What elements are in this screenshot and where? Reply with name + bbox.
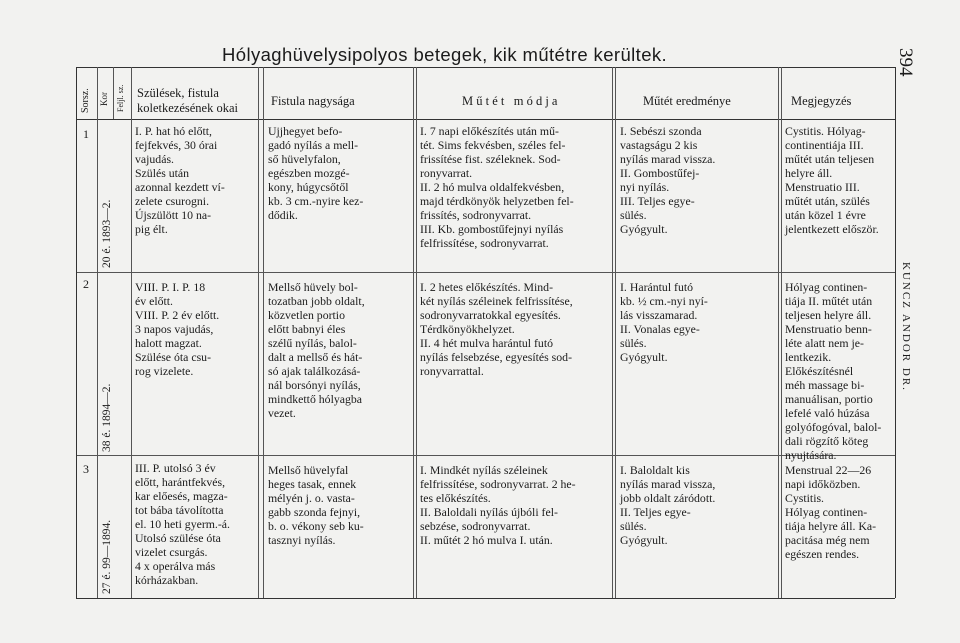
cell-line: Menstruatio III.	[785, 180, 860, 194]
cell-line: pig élt.	[135, 222, 168, 236]
cell-line: ső hüvelyfalon,	[268, 152, 341, 166]
cell-line: III. P. utolsó 3 év	[135, 461, 216, 475]
cell-line: teljesen helyre áll.	[785, 308, 872, 322]
row-divider-2	[76, 455, 895, 456]
cell-line: III. Teljes egye-	[620, 194, 695, 208]
side-author: KUNCZ ANDOR DR.	[900, 262, 912, 392]
cell-line: tot bába távolította	[135, 503, 224, 517]
cell-line: 3 napos vajudás,	[135, 322, 214, 336]
cell-line: II. Gombostűfej-	[620, 166, 700, 180]
cell-line: heges tasak, ennek	[268, 477, 357, 491]
cell-eredmeny	[620, 124, 715, 236]
cell-line: halott magzat.	[135, 336, 202, 350]
cell-line: tasznyi nyílás.	[268, 533, 336, 547]
col-rule	[895, 67, 896, 598]
cell-line: kar előesés, magza-	[135, 489, 228, 503]
cell-line: mindkettő hólyagba	[268, 392, 363, 406]
cell-line: I. Baloldalt kis	[620, 463, 690, 477]
cell-line: kb. ½ cm.-nyi nyí-	[620, 294, 708, 308]
cell-line: közvetlen portio	[268, 308, 345, 322]
header-szulesek	[137, 86, 238, 116]
cell-line: sebzése, sodronyvarrat.	[420, 519, 531, 533]
cell-line: Gyógyult.	[620, 350, 668, 364]
cell-line: kórházakban.	[135, 573, 199, 587]
cell-line: Cystitis. Hólyag-	[785, 124, 866, 138]
cell-line: nyílás felsebzése, egyesítés sod-	[420, 350, 573, 364]
header-eredmeny: Műtét eredménye	[643, 94, 731, 108]
cell-fistula	[268, 463, 364, 547]
header-megjegyzes: Megjegyzés	[791, 94, 852, 108]
page-number: 394	[895, 48, 916, 77]
cell-line: nál borsónyi nyílás,	[268, 378, 361, 392]
cell-line: szélű nyílás, balol-	[268, 336, 357, 350]
cell-line: lefelé való húzása	[785, 406, 870, 420]
cell-line: Szülése óta csu-	[135, 350, 212, 364]
cell-line: II. Baloldali nyílás újbóli fel-	[420, 505, 558, 519]
cell-line: Ujjhegyet befo-	[268, 124, 343, 138]
cell-line: méh massage bi-	[785, 378, 865, 392]
cell-mutet	[420, 280, 573, 378]
cell-line: vajudás.	[135, 152, 174, 166]
cell-line: II. 4 hét mulva harántul futó	[420, 336, 554, 350]
cell-line: nyi nyílás.	[620, 180, 670, 194]
cell-line: majd térdkönyök helyzetben fel-	[420, 194, 574, 208]
row-date: 27 é. 99—1894.	[101, 519, 113, 594]
cell-line: II. műtét 2 hó mulva I. után.	[420, 533, 553, 547]
cell-line: év előtt.	[135, 294, 174, 308]
cell-line: III. Kb. gombostűfejnyi nyílás	[420, 222, 564, 236]
cell-line: fejfekvés, 30 órai	[135, 138, 218, 152]
cell-line: VIII. P. I. P. 18	[135, 280, 206, 294]
cell-szulesek	[135, 280, 219, 378]
cell-line: jobb oldalt záródott.	[620, 491, 716, 505]
cell-line: napi időközben.	[785, 477, 861, 491]
cell-line: azonnal kezdett ví-	[135, 180, 225, 194]
col-rule	[131, 67, 132, 598]
cell-line: Hólyag continen-	[785, 280, 868, 294]
cell-szulesek	[135, 124, 225, 236]
cell-mutet	[420, 463, 576, 547]
cell-line: sülés.	[620, 519, 647, 533]
cell-line: egészen rendes.	[785, 547, 860, 561]
header-fistula: Fistula nagysága	[271, 94, 355, 108]
cell-line: nyujtására.	[785, 448, 837, 462]
row-number: 1	[83, 127, 89, 141]
col-rule	[612, 67, 613, 598]
cell-line: felfrissítése, sodronyvarrat. 2 he-	[420, 477, 576, 491]
col-rule	[263, 67, 264, 598]
header-mutet: M ű t é t m ó d j a	[462, 94, 558, 108]
cell-line: dődik.	[268, 208, 298, 222]
cell-line: vastagságu 2 kis	[620, 138, 698, 152]
cell-line: előtt babnyi éles	[268, 322, 346, 336]
cell-line: dali rögzítő köteg	[785, 434, 869, 448]
cell-line: só ajak találkozásá-	[268, 364, 361, 378]
table-bottom-rule	[76, 598, 895, 599]
cell-line: sülés.	[620, 208, 647, 222]
header-sorsz: Sorsz.	[80, 88, 91, 113]
cell-line: vizelet csurgás.	[135, 545, 208, 559]
cell-line: continentiája III.	[785, 138, 864, 152]
col-rule	[97, 67, 98, 598]
row-date: 38 é. 1894—2.	[101, 383, 113, 452]
cell-line: helyre áll.	[785, 166, 833, 180]
cell-megjegyzes	[785, 124, 879, 236]
col-rule	[615, 67, 616, 598]
cell-eredmeny	[620, 463, 715, 547]
cell-line: zelete csurogni.	[135, 194, 210, 208]
cell-line: I. Mindkét nyílás széleinek	[420, 463, 548, 477]
cell-line: II. 2 hó mulva oldalfekvésben,	[420, 180, 565, 194]
cell-fistula	[268, 280, 365, 420]
cell-line: tiája helyre áll. Ka-	[785, 519, 877, 533]
col-rule	[778, 67, 779, 598]
cell-line: frissítés, sodronyvarrat.	[420, 208, 532, 222]
cell-line: 4 x operálva más	[135, 559, 216, 573]
cell-line: kony, húgycsőtől	[268, 180, 349, 194]
row-date: 20 é. 1893—2.	[101, 199, 113, 268]
cell-line: sodronyvarratokkal egyesítés.	[420, 308, 561, 322]
cell-line: mélyén j. o. vasta-	[268, 491, 355, 505]
cell-szulesek	[135, 461, 230, 587]
cell-line: I. 2 hetes előkészítés. Mind-	[420, 280, 554, 294]
cell-line: Cystitis.	[785, 491, 825, 505]
cell-line: Menstrual 22—26	[785, 463, 872, 477]
cell-line: frissítése fist. széleknek. Sod-	[420, 152, 561, 166]
cell-line: I. P. hat hó előtt,	[135, 124, 213, 138]
page-title: Hólyaghüvelysipolyos betegek, kik műtétre kerültek.	[222, 44, 668, 65]
cell-line: előtt, harántfekvés,	[135, 475, 226, 489]
cell-line: rog vizelete.	[135, 364, 194, 378]
cell-eredmeny	[620, 280, 708, 364]
col-rule	[413, 67, 414, 598]
cell-line: felfrissítése, sodronyvarrat.	[420, 236, 549, 250]
cell-line: gabb szonda fejnyi,	[268, 505, 361, 519]
cell-line: I. Sebészi szonda	[620, 124, 702, 138]
cell-line: Gyógyult.	[620, 222, 668, 236]
header-szulesek-line: koletkezésének okai	[137, 101, 238, 115]
cell-line: után közel 1 évre	[785, 208, 866, 222]
cell-line: jelentkezett először.	[785, 222, 879, 236]
cell-line: műtét után teljesen	[785, 152, 875, 166]
cell-line: lás visszamarad.	[620, 308, 698, 322]
cell-line: I. 7 napi előkészítés után mű-	[420, 124, 559, 138]
row-number: 2	[83, 277, 89, 291]
cell-line: b. o. vékony seb ku-	[268, 519, 364, 533]
cell-line: Hólyag continen-	[785, 505, 868, 519]
cell-line: léte alatt nem je-	[785, 336, 864, 350]
cell-line: egészben mozgé-	[268, 166, 350, 180]
cell-fistula	[268, 124, 363, 222]
cell-line: II. Teljes egye-	[620, 505, 691, 519]
cell-line: el. 10 heti gyerm.-á.	[135, 517, 230, 531]
table-top-rule	[76, 67, 895, 68]
header-feljegyzes: Feljl. sz.	[116, 84, 125, 112]
header-szulesek-line: Szülések, fistula	[137, 86, 219, 100]
cell-line: Mellső hüvely bol-	[268, 280, 358, 294]
cell-line: nyílás marad vissza.	[620, 152, 716, 166]
cell-line: I. Harántul futó	[620, 280, 694, 294]
col-rule	[113, 67, 114, 119]
cell-line: Szülés után	[135, 166, 190, 180]
cell-line: manuálisan, portio	[785, 392, 873, 406]
cell-line: kb. 3 cm.-nyire kez-	[268, 194, 364, 208]
cell-line: vezet.	[268, 406, 296, 420]
cell-line: tozatban jobb oldalt,	[268, 294, 365, 308]
cell-megjegyzes	[785, 280, 881, 462]
cell-line: ronyvarrattal.	[420, 364, 484, 378]
cell-line: pacitása még nem	[785, 533, 870, 547]
cell-line: Előkészítésnél	[785, 364, 854, 378]
cell-mutet	[420, 124, 574, 250]
cell-line: Menstruatio benn-	[785, 322, 872, 336]
cell-line: ronyvarrat.	[420, 166, 473, 180]
cell-megjegyzes	[785, 463, 876, 561]
cell-line: Térdkönyökhelyzet.	[420, 322, 515, 336]
cell-line: tes előkészítés.	[420, 491, 491, 505]
header-kor: Kor	[99, 92, 109, 106]
cell-line: két nyílás széleinek felfrissítése,	[420, 294, 573, 308]
cell-line: lentkezik.	[785, 350, 832, 364]
col-rule	[416, 67, 417, 598]
cell-line: Mellső hüvelyfal	[268, 463, 349, 477]
cell-line: tiája II. műtét után	[785, 294, 873, 308]
col-rule	[781, 67, 782, 598]
cell-line: dalt a mellső és hát-	[268, 350, 363, 364]
cell-line: műtét után, szülés	[785, 194, 870, 208]
cell-line: tét. Sims fekvésben, széles fel-	[420, 138, 566, 152]
header-bottom-rule	[76, 119, 895, 120]
row-divider-1	[76, 272, 895, 273]
col-rule	[258, 67, 259, 598]
col-rule	[76, 67, 77, 598]
cell-line: gadó nyílás a mell-	[268, 138, 359, 152]
row-number: 3	[83, 462, 89, 476]
cell-line: II. Vonalas egye-	[620, 322, 700, 336]
cell-line: VIII. P. 2 év előtt.	[135, 308, 220, 322]
cell-line: golyófogóval, balol-	[785, 420, 882, 434]
cell-line: Újszülött 10 na-	[135, 208, 212, 222]
cell-line: sülés.	[620, 336, 647, 350]
cell-line: nyílás marad vissza,	[620, 477, 716, 491]
cell-line: Gyógyult.	[620, 533, 668, 547]
cell-line: Utolsó szülése óta	[135, 531, 221, 545]
